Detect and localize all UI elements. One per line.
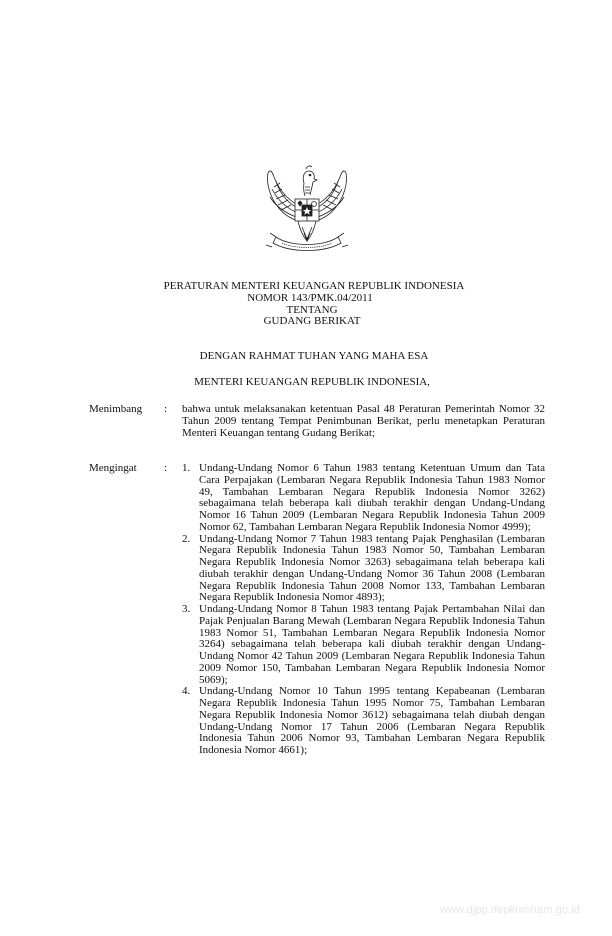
regulation-title xyxy=(0,281,612,328)
website-watermark: www.djpp.depkumham.go.id xyxy=(440,904,580,916)
menimbang-colon: : xyxy=(164,403,168,415)
menimbang-label: Menimbang xyxy=(89,403,143,415)
title-line-2: NOMOR 143/PMK.04/2011 xyxy=(247,291,373,304)
menimbang-text: bahwa untuk melaksanakan ketentuan Pasal 48 Peraturan Pemerintah Nomor 32 Tahun 2009 tentang Tempat Penimbunan Berikat, perlu menetapkan Peraturan Menteri Keuangan tentang Gudang Berikat; xyxy=(182,403,545,439)
blessing-line: DENGAN RAHMAT TUHAN YANG MAHA ESA xyxy=(199,350,429,362)
list-item-number: 3. xyxy=(182,603,191,615)
list-item-text: Undang-Undang Nomor 8 Tahun 1983 tentang Pajak Pertambahan Nilai dan Pajak Penjualan Barang Mewah (Lembaran Negara Republik Indonesia Tahun 1983 Nomor 51, Tambahan Lembaran Negara Republik Indonesia Nomor 3264) sebagaimana telah beberapa kali diubah terakhir dengan Undang-Undang Nomor 42 Tahun 2009 (Lembaran Negara Republik Indonesia Tahun 2009 Nomor 150, Tambahan Lembaran Negara Republik Indonesia Nomor 5069); xyxy=(199,603,545,686)
list-item-text: Undang-Undang Nomor 6 Tahun 1983 tentang Ketentuan Umum dan Tata Cara Perpajakan (Lembaran Negara Republik Indonesia Tahun 1983 Nomor 49, Tambahan Lembaran Negara Republik Indonesia Nomor 3262) sebagaimana telah beberapa kali diubah terakhir dengan Undang-Undang Nomor 16 Tahun 2009 (Lembaran Negara Republik Indonesia Tahun 2009 Nomor 62, Tambahan Lembaran Negara Republik Indonesia Nomor 4999); xyxy=(199,462,545,533)
mengingat-list xyxy=(182,463,545,757)
list-item xyxy=(182,463,545,534)
minister-line: MENTERI KEUANGAN REPUBLIK INDONESIA, xyxy=(194,376,430,388)
title-line-4: GUDANG BERIKAT xyxy=(263,315,361,328)
mengingat-label: Mengingat xyxy=(89,462,137,474)
list-item xyxy=(182,604,545,686)
list-item-text: Undang-Undang Nomor 7 Tahun 1983 tentang Pajak Penghasilan (Lembaran Negara Republik Indonesia Tahun 1983 Nomor 50, Tambahan Lembaran Negara Republik Indonesia Nomor 3263) sebagaimana telah beberapa kali diubah terakhir dengan Undang-Undang Nomor 36 Tahun 2008 (Lembaran Negara Republik Indonesia Tahun 2008 Nomor 133, Tambahan Lembaran Negara Republik Indonesia Nomor 4893); xyxy=(199,532,545,604)
garuda-emblem-icon xyxy=(262,163,352,261)
title-line-3: TENTANG xyxy=(286,303,338,316)
list-item-number: 2. xyxy=(182,532,191,545)
title-line-1: PERATURAN MENTERI KEUANGAN REPUBLIK INDONESIA xyxy=(163,280,465,292)
list-item-number: 4. xyxy=(182,685,191,698)
list-item-number: 1. xyxy=(182,462,191,474)
list-item xyxy=(182,686,545,757)
list-item-text: Undang-Undang Nomor 10 Tahun 1995 tentang Kepabeanan (Lembaran Negara Republik Indonesia Tahun 1995 Nomor 75, Tambahan Lembaran Negara Republik Indonesia Nomor 3612) sebagaimana telah diubah dengan Undang-Undang Nomor 17 Tahun 2006 (Lembaran Negara Republik Indonesia Tahun 2006 Nomor 93, Tambahan Lembaran Negara Republik Indonesia Nomor 4661); xyxy=(199,685,545,756)
list-item xyxy=(182,534,545,605)
mengingat-colon: : xyxy=(164,462,168,474)
